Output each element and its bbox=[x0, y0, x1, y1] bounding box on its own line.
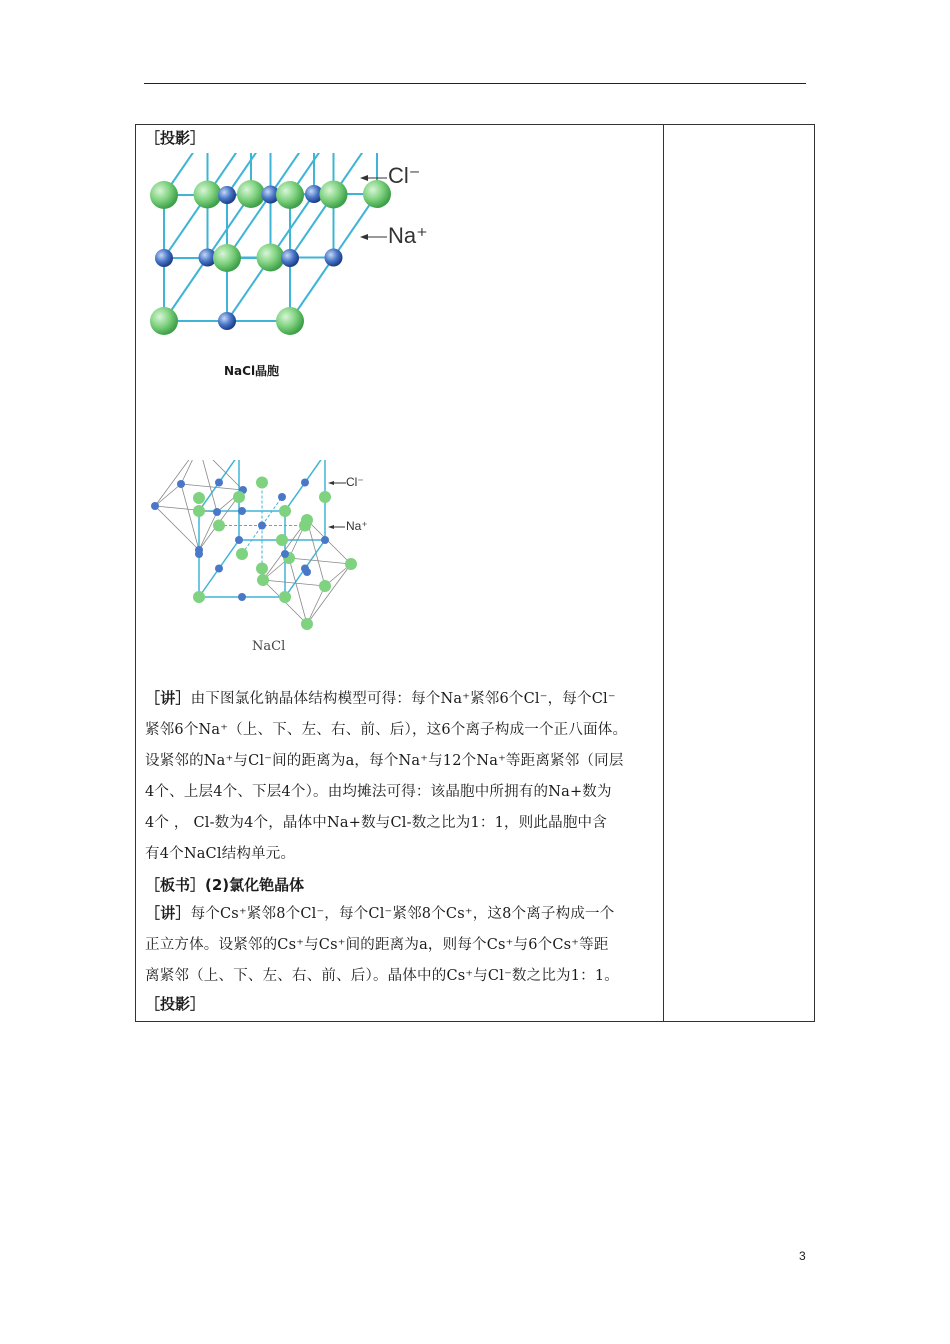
cl-ion bbox=[194, 181, 222, 209]
na-ion bbox=[155, 249, 173, 267]
cl-ion bbox=[299, 520, 311, 532]
na-ion bbox=[218, 312, 236, 330]
cl-ion bbox=[233, 491, 245, 503]
na-ion bbox=[258, 522, 266, 530]
header-rule bbox=[144, 83, 806, 84]
cl-ion bbox=[237, 180, 265, 208]
na-ion bbox=[151, 502, 159, 510]
na-ion bbox=[213, 508, 221, 516]
na-ion bbox=[301, 565, 309, 573]
fig1-caption: NaCl晶胞 bbox=[224, 364, 280, 378]
lecture2-line-2: 正立方体。设紧邻的Cs⁺与Cs⁺间的距离为a，则每个Cs⁺与6个Cs⁺等距 bbox=[145, 937, 609, 953]
fig2-caption: NaCl bbox=[252, 639, 286, 654]
board-note bbox=[145, 875, 304, 895]
lecture1-line-4: 4个、上层4个、下层4个）。由均摊法可得：该晶胞中所拥有的Na+数为 bbox=[145, 784, 612, 800]
na-ion bbox=[238, 507, 246, 515]
fig2-cl-label: Cl⁻ bbox=[346, 475, 364, 489]
na-ion bbox=[235, 536, 243, 544]
cl-ion bbox=[150, 307, 178, 335]
cl-ion bbox=[236, 548, 248, 560]
lecture1-line-2: 紧邻6个Na⁺（上、下、左、右、前、后），这6个离子构成一个正八面体。 bbox=[145, 722, 628, 738]
na-ion bbox=[281, 249, 299, 267]
cl-ion bbox=[193, 591, 205, 603]
lecture-tag: ［讲］ bbox=[145, 689, 191, 707]
na-ion bbox=[301, 479, 309, 487]
cl-ion bbox=[320, 181, 348, 209]
na-ion bbox=[325, 249, 343, 267]
lecture-paragraph-2 bbox=[145, 898, 657, 992]
board-tag: ［板书］ bbox=[145, 876, 206, 894]
na-ion bbox=[281, 550, 289, 558]
lecture1-line-6: 有4个NaCl结构单元。 bbox=[145, 846, 296, 862]
fig2-na-label: Na⁺ bbox=[346, 519, 368, 533]
cl-ion bbox=[301, 618, 313, 630]
lecture2-line-3: 离紧邻（上、下、左、右、前、后）。晶体中的Cs⁺与Cl⁻数之比为1：1。 bbox=[145, 968, 619, 984]
na-ion bbox=[215, 565, 223, 573]
cl-ion bbox=[319, 491, 331, 503]
cl-ion bbox=[276, 181, 304, 209]
cl-ion bbox=[276, 534, 288, 546]
lecture-paragraph-1 bbox=[145, 683, 657, 870]
page-number: 3 bbox=[799, 1249, 806, 1263]
na-ion bbox=[278, 493, 286, 501]
cl-ion bbox=[150, 181, 178, 209]
na-ion bbox=[321, 536, 329, 544]
fig1-na-label: Na⁺ bbox=[388, 223, 428, 248]
cl-ion bbox=[319, 580, 331, 592]
lecture2-tag: ［讲］ bbox=[145, 904, 191, 922]
na-ion bbox=[238, 593, 246, 601]
board-text: (2)氯化铯晶体 bbox=[205, 876, 305, 894]
na-ion bbox=[177, 480, 185, 488]
cl-ion bbox=[345, 558, 357, 570]
cl-ion bbox=[279, 591, 291, 603]
na-ion bbox=[215, 479, 223, 487]
cl-ion bbox=[257, 244, 285, 272]
na-ion bbox=[195, 550, 203, 558]
cl-ion bbox=[213, 520, 225, 532]
cl-ion bbox=[213, 244, 241, 272]
na-ion bbox=[218, 186, 236, 204]
cl-ion bbox=[279, 505, 291, 517]
column-divider bbox=[663, 125, 664, 1021]
lecture1-line-3: 设紧邻的Na⁺与Cl⁻间的距离为a，每个Na⁺与12个Na⁺等距离紧邻（同层 bbox=[145, 753, 624, 769]
lecture2-line-1: ［讲］每个Cs⁺紧邻8个Cl⁻，每个Cl⁻紧邻8个Cs⁺，这8个离子构成一个 bbox=[145, 904, 615, 922]
projection-tag-2: ［投影］ bbox=[145, 995, 206, 1013]
fig1-cl-label: Cl⁻ bbox=[388, 163, 421, 188]
lecture1-line-5: 4个 ， Cl-数为4个，晶体中Na+数与Cl-数之比为1：1，则此晶胞中含 bbox=[145, 815, 607, 831]
cl-ion bbox=[257, 574, 269, 586]
lecture1-line-1: ［讲］由下图氯化钠晶体结构模型可得：每个Na⁺紧邻6个Cl⁻，每个Cl⁻ bbox=[145, 689, 616, 707]
cl-ion bbox=[256, 477, 268, 489]
projection-tag: ［投影］ bbox=[145, 129, 206, 147]
cl-ion bbox=[193, 492, 205, 504]
cl-ion bbox=[276, 307, 304, 335]
lesson-table bbox=[135, 124, 815, 1022]
cl-ion bbox=[256, 563, 268, 575]
cl-ion bbox=[193, 505, 205, 517]
cl-ion bbox=[363, 180, 391, 208]
